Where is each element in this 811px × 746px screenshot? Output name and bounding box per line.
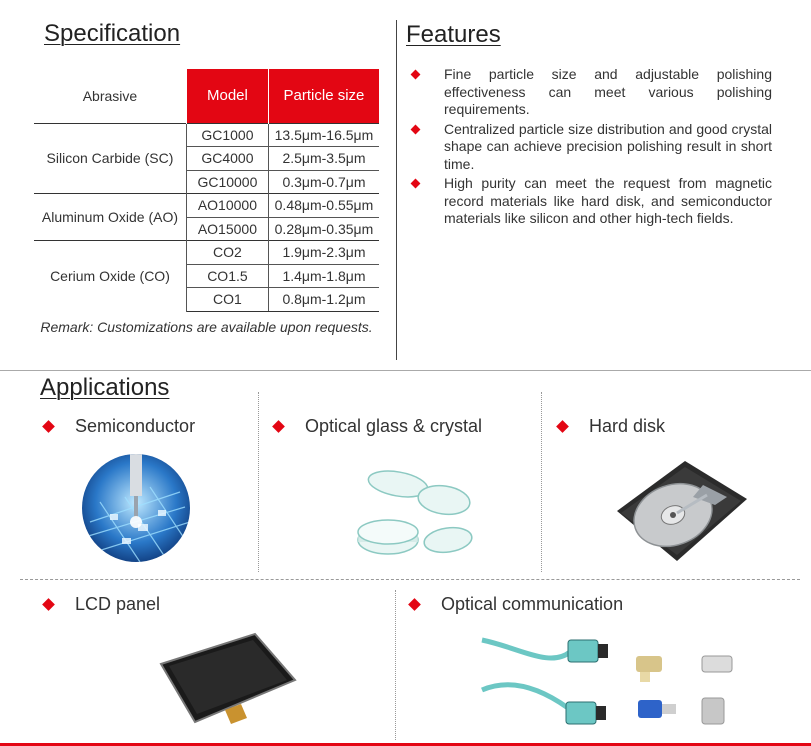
size-cell: 0.3μm-0.7μm bbox=[268, 170, 379, 194]
diamond-bullet-icon bbox=[411, 70, 421, 80]
specification-title: Specification bbox=[44, 20, 181, 47]
app-label: Semiconductor bbox=[75, 416, 196, 436]
section-divider bbox=[0, 370, 811, 371]
diamond-bullet-icon bbox=[411, 124, 421, 134]
table-row bbox=[34, 123, 379, 147]
table-row bbox=[34, 241, 379, 265]
header-particle-size: Particle size bbox=[268, 69, 379, 123]
column-divider bbox=[395, 590, 396, 740]
feature-text: High purity can meet the request from magnetic record materials like hard disk, and semiconductor materials like silicon and other high-tech fields. bbox=[444, 175, 772, 226]
model-cell: GC1000 bbox=[186, 123, 268, 147]
size-cell: 2.5μm-3.5μm bbox=[268, 147, 379, 171]
app-label: Optical communication bbox=[441, 594, 624, 614]
model-cell: CO2 bbox=[186, 241, 268, 265]
model-cell: CO1 bbox=[186, 288, 268, 312]
size-cell: 0.48μm-0.55μm bbox=[268, 194, 379, 218]
hard-disk-image bbox=[607, 455, 753, 567]
feature-text: Fine particle size and adjustable polishing effectiveness can meet various polishing requirements. bbox=[444, 66, 772, 117]
diamond-bullet-icon bbox=[42, 420, 55, 433]
size-cell: 0.8μm-1.2μm bbox=[268, 288, 379, 312]
model-cell: GC4000 bbox=[186, 147, 268, 171]
table-row bbox=[34, 194, 379, 218]
size-cell: 1.4μm-1.8μm bbox=[268, 264, 379, 288]
diamond-bullet-icon bbox=[411, 179, 421, 189]
size-cell: 13.5μm-16.5μm bbox=[268, 123, 379, 147]
feature-text: Centralized particle size distribution and good crystal shape can achieve precision polishing result in short time. bbox=[444, 120, 772, 172]
features-list bbox=[406, 66, 772, 230]
app-hard-disk bbox=[554, 416, 665, 437]
list-item bbox=[406, 66, 772, 119]
app-lcd-panel bbox=[40, 594, 160, 615]
lcd-panel-image bbox=[155, 628, 300, 728]
size-cell: 0.28μm-0.35μm bbox=[268, 217, 379, 241]
app-semiconductor bbox=[40, 416, 195, 437]
size-cell: 1.9μm-2.3μm bbox=[268, 241, 379, 265]
header-abrasive: Abrasive bbox=[82, 87, 138, 104]
app-label: Hard disk bbox=[589, 416, 666, 436]
list-item bbox=[406, 121, 772, 174]
column-divider bbox=[541, 392, 542, 572]
diamond-bullet-icon bbox=[272, 420, 285, 433]
app-label: LCD panel bbox=[75, 594, 161, 614]
optical-glass-image bbox=[350, 462, 475, 562]
model-cell: GC10000 bbox=[186, 170, 268, 194]
section-divider bbox=[20, 579, 800, 580]
model-cell: CO1.5 bbox=[186, 264, 268, 288]
model-cell: AO15000 bbox=[186, 217, 268, 241]
abrasive-aluminum-oxide: Aluminum Oxide (AO) bbox=[34, 194, 186, 241]
app-optical-glass bbox=[270, 416, 482, 437]
semiconductor-image bbox=[80, 452, 192, 564]
optical-communication-image bbox=[480, 628, 760, 736]
features-title: Features bbox=[406, 21, 501, 48]
header-model: Model bbox=[186, 69, 268, 123]
abrasive-silicon-carbide: Silicon Carbide (SC) bbox=[34, 123, 186, 194]
diamond-bullet-icon bbox=[556, 420, 569, 433]
list-item bbox=[406, 175, 772, 228]
diamond-bullet-icon bbox=[408, 598, 421, 611]
applications-title: Applications bbox=[40, 374, 170, 401]
diamond-bullet-icon bbox=[42, 598, 55, 611]
model-cell: AO10000 bbox=[186, 194, 268, 218]
column-divider bbox=[258, 392, 259, 572]
section-divider bbox=[396, 20, 397, 360]
remark-text: Remark: Customizations are available upon requests. bbox=[40, 319, 373, 335]
spec-table bbox=[34, 69, 379, 312]
app-optical-communication bbox=[406, 594, 623, 615]
abrasive-cerium-oxide: Cerium Oxide (CO) bbox=[34, 241, 186, 312]
app-label: Optical glass & crystal bbox=[305, 416, 483, 436]
